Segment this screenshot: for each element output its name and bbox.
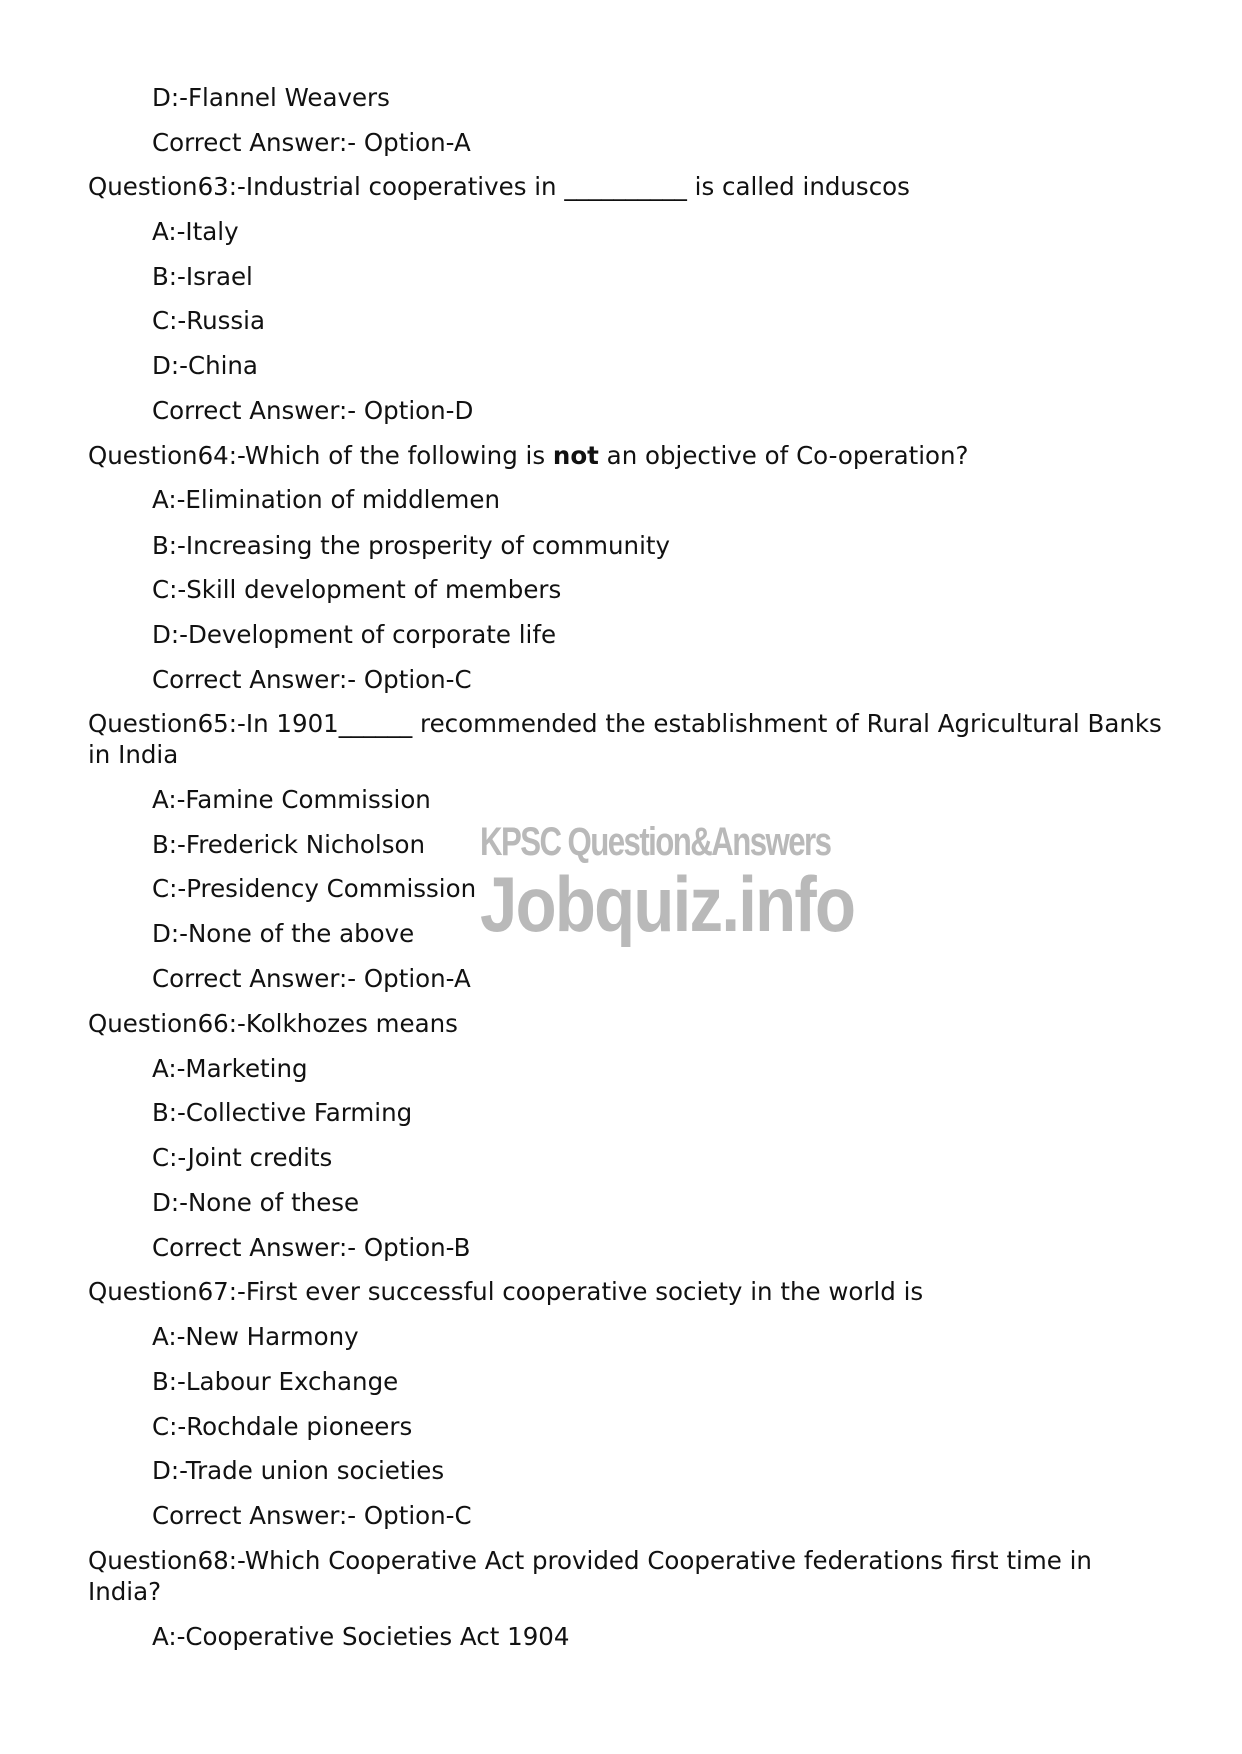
option-a: A:-Cooperative Societies Act 1904 xyxy=(152,1622,570,1651)
option-c: C:-Joint credits xyxy=(152,1143,333,1172)
option-a: A:-Italy xyxy=(152,217,239,246)
question-text: Question64:-Which of the following is xyxy=(88,441,553,470)
correct-answer: Correct Answer:- Option-D xyxy=(152,396,474,425)
option-a: A:-Famine Commission xyxy=(152,785,431,814)
option-d: D:-None of the above xyxy=(152,919,415,948)
option-d: D:-China xyxy=(152,351,258,380)
option-c: C:-Russia xyxy=(152,306,266,335)
emphasis-not: not xyxy=(552,441,599,470)
option-b: B:-Israel xyxy=(152,262,253,291)
question-64 xyxy=(88,440,969,471)
correct-answer: Correct Answer:- Option-A xyxy=(152,128,471,157)
option-c: C:-Presidency Commission xyxy=(152,874,477,903)
watermark-line2: Jobquiz.info xyxy=(480,860,855,948)
question-63: Question63:-Industrial cooperatives in __________ is called induscos xyxy=(88,172,910,201)
correct-answer: Correct Answer:- Option-A xyxy=(152,964,471,993)
option-b: B:-Frederick Nicholson xyxy=(152,830,425,859)
option-d: D:-Flannel Weavers xyxy=(152,83,390,112)
option-d: D:-Trade union societies xyxy=(152,1456,445,1485)
correct-answer: Correct Answer:- Option-C xyxy=(152,1501,472,1530)
option-d: D:-Development of corporate life xyxy=(152,620,557,649)
option-b: B:-Increasing the prosperity of community xyxy=(152,531,670,560)
question-66: Question66:-Kolkhozes means xyxy=(88,1009,458,1038)
question-text: an objective of Co-operation? xyxy=(598,441,969,470)
option-d: D:-None of these xyxy=(152,1188,360,1217)
watermark xyxy=(480,820,855,948)
correct-answer: Correct Answer:- Option-B xyxy=(152,1233,471,1262)
option-b: B:-Collective Farming xyxy=(152,1098,413,1127)
option-a: A:-New Harmony xyxy=(152,1322,359,1351)
question-67: Question67:-First ever successful cooperative society in the world is xyxy=(88,1277,924,1306)
watermark-line1: KPSC Question&Answers xyxy=(480,820,831,864)
question-65: Question65:-In 1901______ recommended the establishment of Rural Agricultural Banks in India xyxy=(88,709,1162,769)
option-a: A:-Elimination of middlemen xyxy=(152,485,500,514)
option-c: C:-Rochdale pioneers xyxy=(152,1412,413,1441)
option-c: C:-Skill development of members xyxy=(152,575,562,604)
question-68: Question68:-Which Cooperative Act provided Cooperative federations first time in India? xyxy=(88,1546,1092,1606)
option-a: A:-Marketing xyxy=(152,1054,308,1083)
option-b: B:-Labour Exchange xyxy=(152,1367,399,1396)
correct-answer: Correct Answer:- Option-C xyxy=(152,665,472,694)
